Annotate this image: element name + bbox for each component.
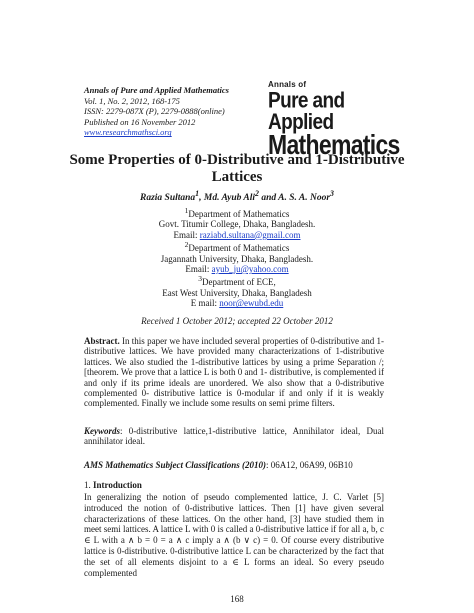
email-2-label: Email: [185, 264, 212, 275]
email-1-link[interactable]: raziabd.sultana@gmail.com [199, 229, 301, 240]
keywords-text: : 0-distributive lattice,1-distributive lattice, Annihilator ideal, Dual annihilator ideal. [84, 426, 384, 447]
journal-logo [268, 80, 400, 160]
abstract [84, 336, 384, 409]
author-3-mark: 3 [330, 189, 334, 198]
affil-1-dept: Department of Mathematics [188, 209, 290, 219]
abstract-label: Abstract. [84, 336, 120, 346]
author-2: , Md. Ayub Ali [199, 193, 255, 204]
abstract-text: In this paper we have included several properties of 0-distributive and 1-distributive lattices. We have provided many characterizations of 1-distributive lattices. We also studied the 1-distributive lattices by using a prime Separation /;[theorem. We prove that a lattice L is both 0 and 1- distributive, is complemented if and only if its prime ideals are unordered. We also show that a 0-distributive complemented 0- distributive lattice is 0-modular if and only if it is weakly complemented. Finally we include some results on semi prime filters. [84, 336, 384, 409]
ams-label: AMS Mathematics Subject Classifications (2010) [84, 460, 267, 470]
author-list [60, 189, 414, 203]
paper-title: Some Properties of 0-Distributive and 1-Distributive Lattices [69, 152, 405, 185]
keywords-label: Keywords [84, 426, 120, 436]
email-3-label: E mail: [190, 298, 220, 309]
keywords [84, 426, 384, 447]
email-2-link[interactable]: ayub_ju@yahoo.com [211, 264, 289, 275]
section-number: 1. [84, 480, 91, 490]
ams-codes: : 06A12, 06A99, 06B10 [266, 460, 353, 470]
author-1-mark: 1 [195, 189, 200, 198]
journal-website-link[interactable]: www.researchmathsci.org [84, 127, 172, 138]
author-2-mark: 2 [255, 189, 259, 198]
journal-header [84, 85, 229, 138]
journal-issn: ISSN: 2279-087X (P), 2279-0888(online) [84, 106, 225, 117]
logo-mathematics: Mathematics [268, 128, 400, 160]
affil-2-institution: Jagannath University, Dhaka, Bangladesh. [160, 253, 314, 264]
affil-1-mark: 1 [184, 206, 189, 215]
introduction-text: In generalizing the notion of pseudo complemented lattice, J. C. Varlet [5] introduced the notion of 0-distributive lattices. Then [1] have given several characterizations of these lattices. On the other hand, [3] have studied them in meet semi lattices. A lattice L with 0 is called a 0-distributive lattice if for all a, b, c ∈ L with a ∧ b = 0 = a ∧ c imply a ∧ (b ∨ c) = 0. Of course every distributive lattice is 0-distributive. 0-distributive lattice L can be characterized by the fact that the set of all elements disjoint to a ∈ L forms an ideal. So every pseudo complemented [84, 492, 384, 578]
ams-classification [84, 460, 384, 470]
affil-2-mark: 2 [184, 240, 189, 250]
section-heading [84, 480, 142, 490]
logo-annals-of: Annals of [268, 80, 307, 89]
email-3-link[interactable]: noor@ewubd.edu [219, 298, 284, 309]
page-number: 168 [230, 594, 244, 604]
affil-3-dept: Department of ECE, [202, 277, 276, 288]
email-1-label: Email: [173, 229, 200, 240]
affil-2-dept: Department of Mathematics [188, 243, 290, 254]
author-3: and A. S. A. Noor [258, 193, 331, 204]
author-1: Razia Sultana [139, 193, 196, 204]
logo-pure-and-applied: Pure and Applied [268, 88, 345, 135]
journal-name: Annals of Pure and Applied Mathematics [84, 85, 229, 95]
journal-volume: Vol. 1, No. 2, 2012, 168-175 [84, 95, 180, 106]
received-dates: Received 1 October 2012; accepted 22 October 2012 [141, 316, 333, 326]
publication-date: Published on 16 November 2012 [84, 116, 196, 127]
affil-1-institution: Govt. Titumir College, Dhaka, Bangladesh. [158, 219, 316, 230]
section-title: Introduction [93, 480, 142, 490]
affil-3-institution: East West University, Dhaka, Bangladesh [162, 287, 312, 298]
affil-3-mark: 3 [198, 274, 202, 284]
affiliations [60, 206, 414, 309]
